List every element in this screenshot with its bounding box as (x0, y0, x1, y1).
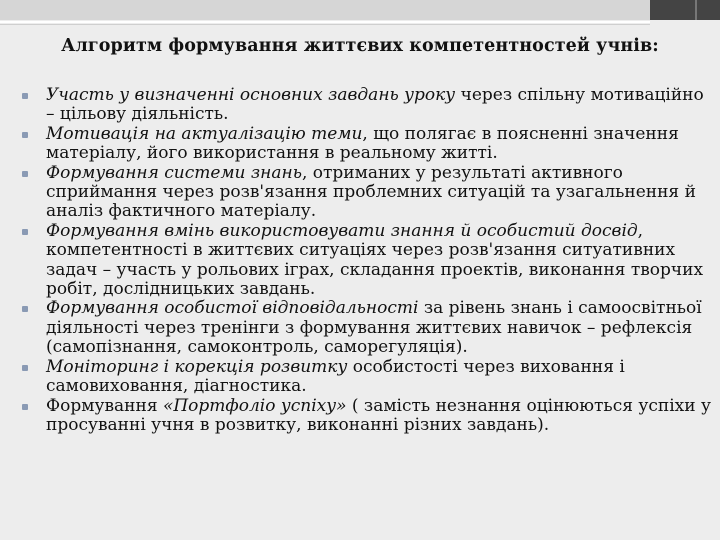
top-bar-dark (650, 0, 720, 20)
item-lead: Моніторинг і корекція розвитку (46, 356, 348, 377)
item-lead: Формування особистої відповідальності (46, 298, 419, 319)
bullet-icon (22, 365, 28, 371)
list-item (22, 299, 712, 357)
bullet-icon (22, 171, 28, 177)
bullet-icon (22, 229, 28, 235)
list-item (22, 164, 712, 222)
item-text: особистості через виховання і самовиховання, діагностика. (46, 356, 625, 397)
item-lead: Формування системи знань (46, 162, 302, 183)
top-decorative-bar (0, 0, 720, 20)
item-text: через спільну мотиваційно – цільову діяльність. (46, 85, 704, 125)
item-lead: Участь у визначенні основних завдань уроку (46, 85, 456, 105)
top-bar-line (0, 24, 650, 25)
bullet-icon (22, 93, 28, 99)
item-lead: Мотивація на актуалізацію теми (46, 123, 363, 144)
bullet-icon (22, 132, 28, 138)
item-prefix: Формування (46, 395, 163, 416)
top-bar-divider (695, 0, 697, 20)
bullet-icon (22, 404, 28, 410)
item-text: за рівень знань і самоосвітньої діяльності через тренінги з формування життєвих навичок – рефлексія (самопізнання, самоконтроль, саморегуляція). (46, 298, 702, 358)
list-item (22, 358, 712, 397)
item-lead: Формування вмінь використовувати знання й особистий досвід (46, 220, 638, 241)
list-item (22, 86, 712, 125)
item-text: , отриманих у результаті активного сприймання через розв'язання проблемних ситуацій та узагальнення й аналіз фактичного матеріалу. (46, 162, 696, 222)
slide-title: Алгоритм формування життєвих компетентностей учнів: (61, 36, 659, 56)
bullet-list (22, 86, 712, 435)
item-text: , що полягає в поясненні значення матеріалу, його використання в реальному житті. (46, 123, 679, 164)
list-item (22, 125, 712, 164)
list-item (22, 222, 712, 300)
item-text: ( замість незнання оцінюються успіхи у просуванні учня в розвитку, виконанні різних завдань). (46, 395, 711, 435)
top-bar-line (0, 21, 650, 23)
item-text: , компетентності в життєвих ситуаціях через розв'язання ситуативних задач – участь у рольових іграх, складання проектів, виконання творчих робіт, дослідницьких завдань. (46, 220, 704, 300)
top-bar-light (0, 0, 650, 20)
list-item (22, 397, 712, 436)
bullet-icon (22, 306, 28, 312)
item-lead: «Портфоліо успіху» (162, 395, 347, 416)
